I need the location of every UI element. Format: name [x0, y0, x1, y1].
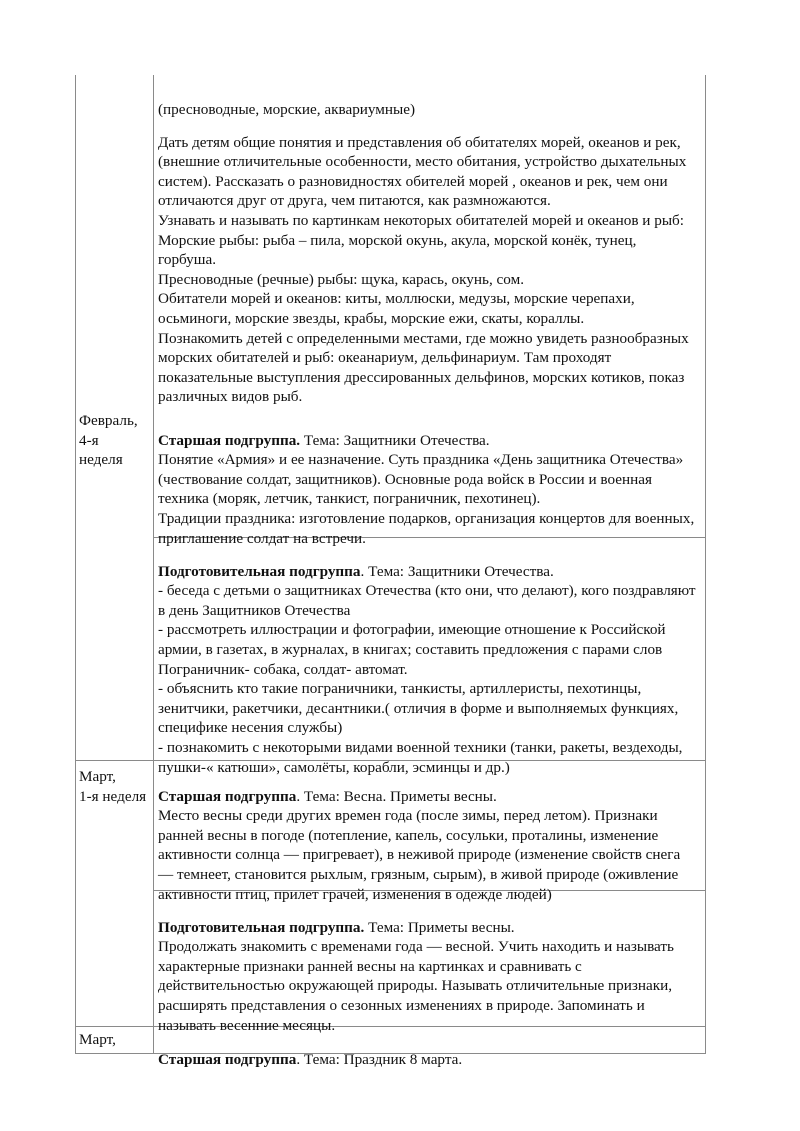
cell-text: Старшая подгруппа. Тема: Праздник 8 марта.	[158, 1050, 463, 1068]
cell-text: Подготовительная подгруппа. Тема: Приметы весны. Продолжать знакомить с временами года — весной. Учить находить и называть характерные признаки ранней весны на картинках и сравнивать с действительностью окружающей природы. Называть отличительные признаки, расширять представления о сезонных изменениях в природе. Запоминать и называть весенние месяцы.	[158, 918, 674, 1034]
cell-text: Старшая подгруппа. Тема: Весна. Приметы весны. Место весны среди других времен года (после зимы, перед летом). Признаки ранней весны в погоде (потепление, капель, сосульки, проталины, изменение активности солнца — пригревает), в неживой природе (изменение свойств снега — темнеет, становится рыхлым, грязным, сырым), в живой природе (оживление активности птиц, прилет грачей, изменения в одежде людей)	[158, 787, 681, 903]
table-border-middle	[153, 75, 154, 1054]
cell-text: Дать детям общие понятия и представления об обитателях морей, океанов и рек, (внешние отличительные особенности, место обитания, устройство дыхательных систем). Рассказать о разновидностях обителей морей , океанов и рек, чем они отличаются друг от друга, чем питаются, как размножаются. Узнавать и называть по картинкам некоторых обитателей морей и океанов и рыб: Морские рыбы: рыба – пила, морской окунь, акула, морской конёк, тунец, горбуша. Пресноводные (речные) рыбы: щука, карась, окунь, сом. Обитатели морей и океанов: киты, моллюски, медузы, морские черепахи, осьминоги, морские звезды, крабы, морские ежи, скаты, кораллы. Познакомить детей с определенными местами, где можно увидеть разнообразных морских обитателей и рыб: океанариум, дельфинариум. Там проходят показательные выступления дрессированных дельфинов, морских котиков, показ различных видов рыб.	[158, 133, 689, 406]
cell-text: Подготовительная подгруппа. Тема: Защитники Отечества. - беседа с детьми о защитниках Отечества (кто они, что делают), кого поздравляют в день Защитников Отечества - рассмотреть иллюстрации и фотографии, имеющие отношение к Российской армии, в газетах, в журналах, в книгах; составить предложения с парами слов Пограничник- собака, солдат- автомат. - объяснить кто такие пограничники, танкисты, артиллеристы, пехотинцы, зенитчики, ракетчики, десантники.( отличия в форме и выполняемых функциях, специфике несения службы) - познакомить с некоторыми видами военной техники (танки, ракеты, вездеходы, пушки-« катюши», самолёты, корабли, эсминцы и др.)	[158, 562, 696, 776]
cell-text: (пресноводные, морские, аквариумные)	[158, 100, 416, 118]
cell-text: Старшая подгруппа. Тема: Защитники Отечества. Понятие «Армия» и ее назначение. Суть праздника «День защитника Отечества» (чествование солдат, защитников). Основные рода войск в России и военная техника (моряк, летчик, танкист, пограничник, пехотинец). Традиции праздника: изготовление подарков, организация концертов для военных, приглашение солдат на встречи.	[158, 431, 695, 547]
table-border-right	[705, 75, 706, 1054]
table-border-left	[75, 75, 76, 1054]
period-label: Февраль, 4-я неделя	[79, 412, 138, 469]
period-label: Март, 1-я неделя	[79, 768, 147, 805]
period-label: Март,	[79, 1031, 116, 1048]
